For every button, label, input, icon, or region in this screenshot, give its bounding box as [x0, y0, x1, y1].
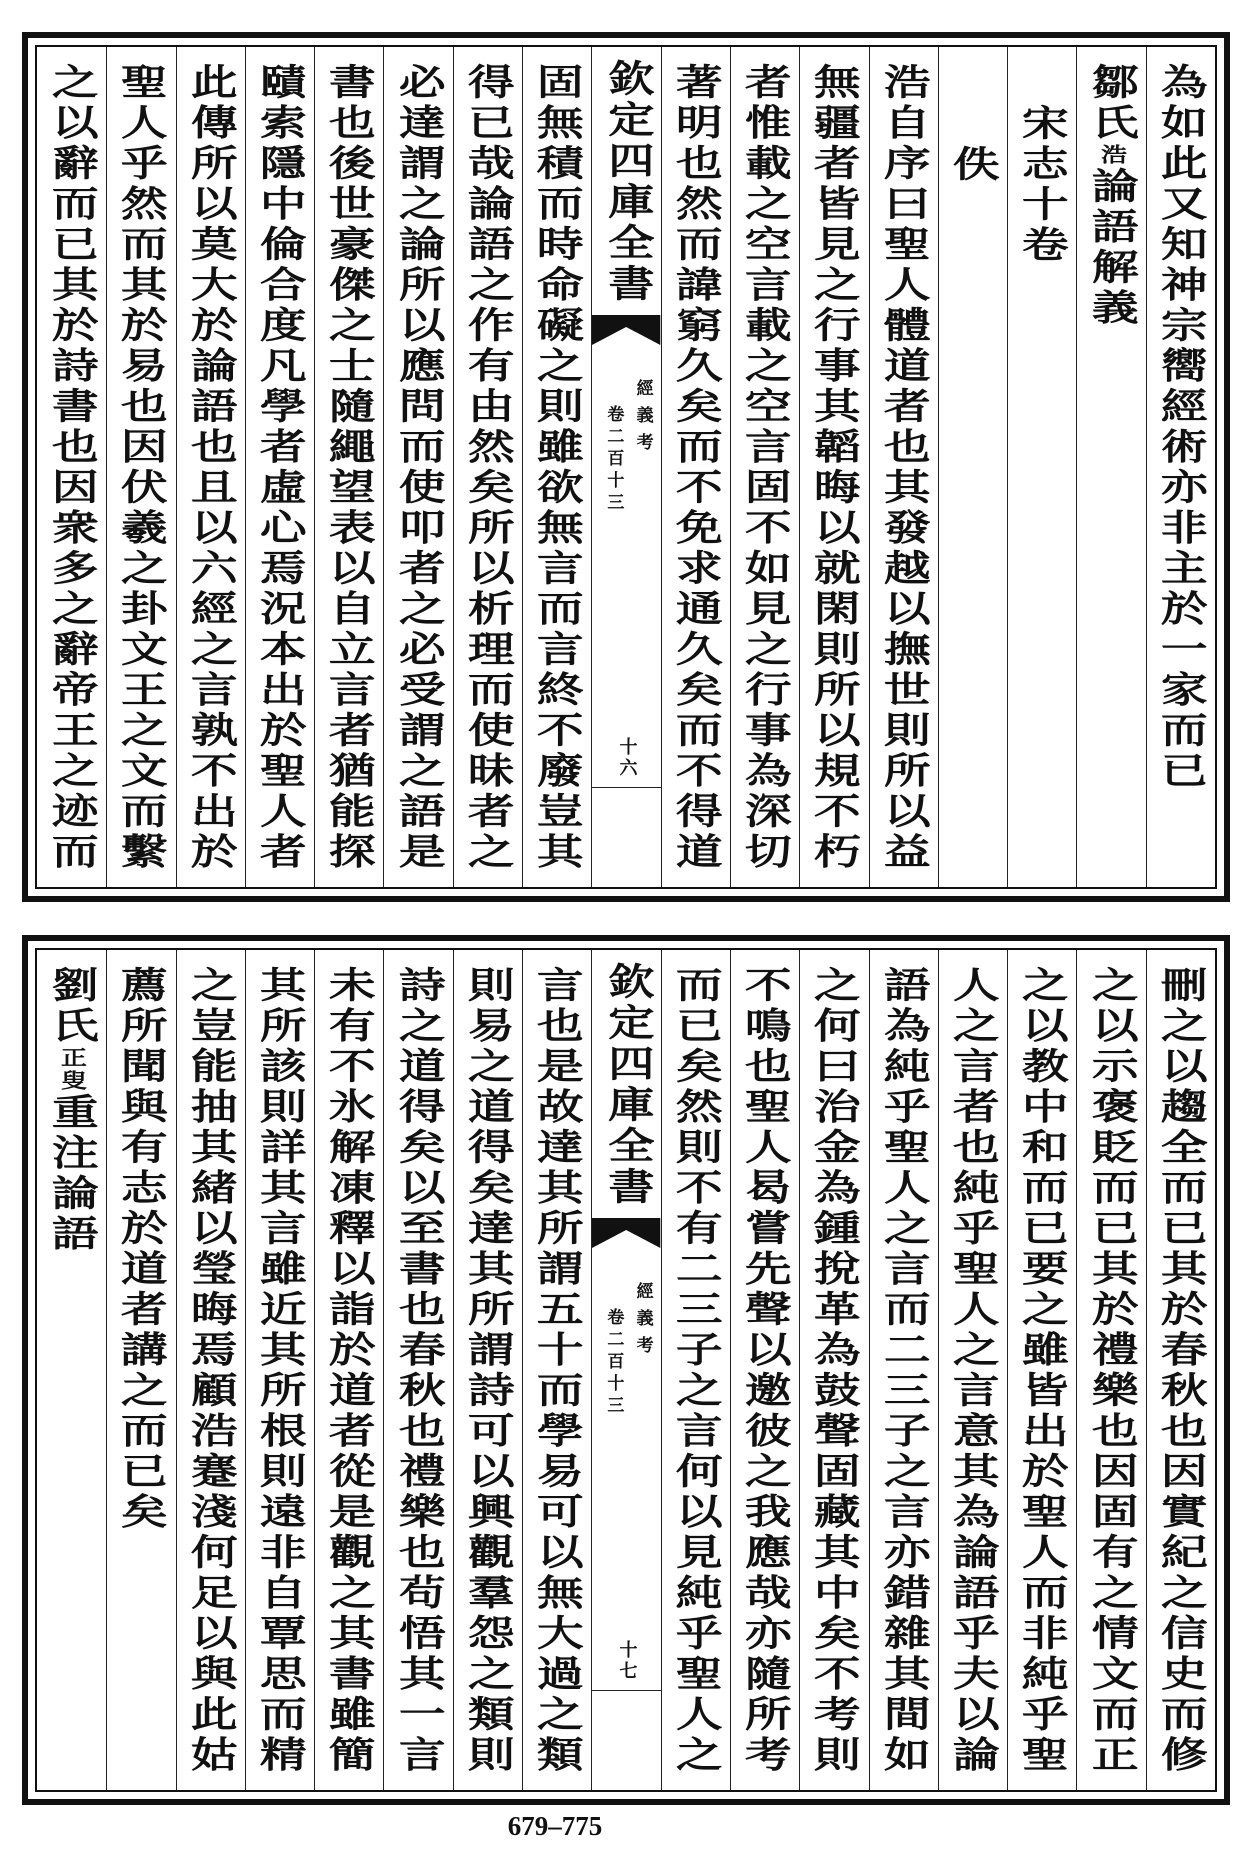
text-column	[106, 47, 175, 887]
column-text: 而已矣然則不有二三子之言何以見純乎聖人之	[668, 966, 724, 1776]
column-text: 者惟載之空言載之空言固不如見之行事為深切	[737, 63, 793, 873]
center-fold-column	[591, 47, 660, 887]
column-text: 此傳所以莫大於論語也且以六經之言孰不出於	[183, 63, 239, 873]
entry-heading	[1084, 63, 1139, 329]
entry-book-title: 重注論語	[44, 1093, 99, 1255]
text-column	[799, 47, 868, 887]
column-text: 著明也然而諱窮久矣而不免求通久矣而不得道	[668, 63, 724, 873]
chapter-number: 卷二百十三	[603, 405, 624, 515]
page-number-footer: 679–775	[507, 1811, 603, 1841]
text-column	[730, 47, 799, 887]
column-text: 其所該則詳其言雖近其所根則遠非自覃思而精	[252, 966, 308, 1776]
column-text: 浩自序曰聖人體道者也其發越以撫世則所以益	[876, 63, 931, 873]
text-column	[661, 47, 730, 887]
center-fold-column	[591, 950, 660, 1790]
text-column	[869, 47, 938, 887]
column-text: 書也後世豪傑之士隨繩望表以自立言者猶能探	[322, 63, 377, 873]
column-text: 必達謂之論所以應問而使叩者之必受謂之語是	[391, 63, 446, 873]
entry-author-name: 正叟	[56, 1047, 88, 1093]
text-column	[1007, 950, 1076, 1790]
column-text: 之豈能抽其緒以瑩晦焉顧浩蹇淺何足以與此姑	[183, 966, 239, 1776]
column-text: 薦所聞與有志於道者講之而已矣	[114, 966, 169, 1533]
text-column	[522, 950, 591, 1790]
text-column	[1146, 47, 1215, 887]
entry-heading	[44, 966, 99, 1255]
text-column	[453, 47, 522, 887]
lower-rule	[592, 1690, 660, 1691]
text-column	[245, 47, 314, 887]
column-text: 則易之道得矣達其所謂詩可以興觀羣怨之類則	[460, 966, 516, 1776]
column-text: 無疆者皆見之行事其韜晦以就閑則所以規不朽	[807, 63, 862, 873]
text-column	[522, 47, 591, 887]
continued-text: 為如此又知神宗嚮經術亦非主於一家而已	[1153, 63, 1209, 792]
text-column	[799, 950, 868, 1790]
column-text: 固無積而時命礙之則雖欲無言而言終不廢豈其	[529, 63, 585, 873]
column-text: 得已哉論語之作有由然矣所以析理而使昧者之	[460, 63, 516, 873]
column-text: 之以辭而已其於詩書也因衆多之辭帝王之迹而	[44, 63, 99, 873]
entry-surname: 劉氏	[44, 966, 99, 1047]
leaf-number: 十七	[616, 1640, 638, 1682]
status-note: 佚	[945, 145, 1001, 186]
chapter-number: 卷二百十三	[603, 1308, 624, 1418]
lower-rule	[592, 787, 660, 788]
source-column	[1007, 47, 1076, 887]
upper-leaf	[22, 32, 1230, 902]
text-column	[383, 47, 452, 887]
text-column	[106, 950, 175, 1790]
text-column	[383, 950, 452, 1790]
source-note: 宋志十卷	[1014, 104, 1070, 266]
text-column	[869, 950, 938, 1790]
text-column	[1076, 950, 1145, 1790]
text-column	[176, 950, 245, 1790]
text-column	[938, 950, 1007, 1790]
text-column	[314, 47, 383, 887]
leaf-number: 十六	[616, 737, 638, 779]
series-title: 欽定四庫全書	[599, 962, 655, 1208]
column-text: 刪之以趨全而已其於春秋也因實紀之信史而修	[1153, 966, 1209, 1776]
column-text: 之以示褒貶而已其於禮樂也因固有之情文而正	[1084, 966, 1139, 1776]
column-text: 聖人乎然而其於易也因伏羲之卦文王之文而繫	[114, 63, 169, 873]
column-text: 人之言者也純乎聖人之言意其為論語乎夫以論	[945, 966, 1001, 1776]
column-text: 語為純乎聖人之言而二三子之言亦錯雜其間如	[876, 966, 931, 1776]
text-column	[453, 950, 522, 1790]
column-text: 未有不氷解凍釋以詣於道者從是觀之其書雖簡	[322, 966, 377, 1776]
column-text: 之以教中和而已要之雖皆出於聖人而非純乎聖	[1014, 966, 1070, 1776]
text-column	[1146, 950, 1215, 1790]
column-text: 言也是故達其所謂五十而學易可以無大過之類	[529, 966, 585, 1776]
text-column	[730, 950, 799, 1790]
text-column	[314, 950, 383, 1790]
status-column	[938, 47, 1007, 887]
upper-leaf-frame	[35, 45, 1217, 889]
series-title: 欽定四庫全書	[599, 59, 655, 305]
lower-leaf	[22, 935, 1230, 1805]
entry-book-title: 論語解義	[1084, 167, 1139, 329]
fish-tail-mark	[592, 1218, 660, 1248]
book-title: 經義考	[632, 1282, 653, 1363]
text-column	[245, 950, 314, 1790]
column-text: 之何曰治金為鍾挩革為鼓聲固藏其中矣不考則	[807, 966, 862, 1776]
column-text: 不鳴也聖人曷嘗先聲以邀彼之我應哉亦隨所考	[737, 966, 793, 1776]
text-column	[37, 47, 106, 887]
entry-heading-column	[1076, 47, 1145, 887]
entry-surname: 鄒氏	[1084, 63, 1139, 144]
fish-tail-mark	[592, 315, 660, 345]
entry-author-name: 浩	[1095, 144, 1128, 167]
book-title: 經義考	[632, 379, 653, 460]
column-text: 賾索隱中倫合度凡學者虛心焉況本出於聖人者	[252, 63, 308, 873]
text-column	[661, 950, 730, 1790]
text-column	[176, 47, 245, 887]
entry-heading-column	[37, 950, 106, 1790]
lower-leaf-frame	[35, 948, 1217, 1792]
column-text: 詩之道得矣以至書也春秋也禮樂也茍悟其一言	[391, 966, 446, 1776]
